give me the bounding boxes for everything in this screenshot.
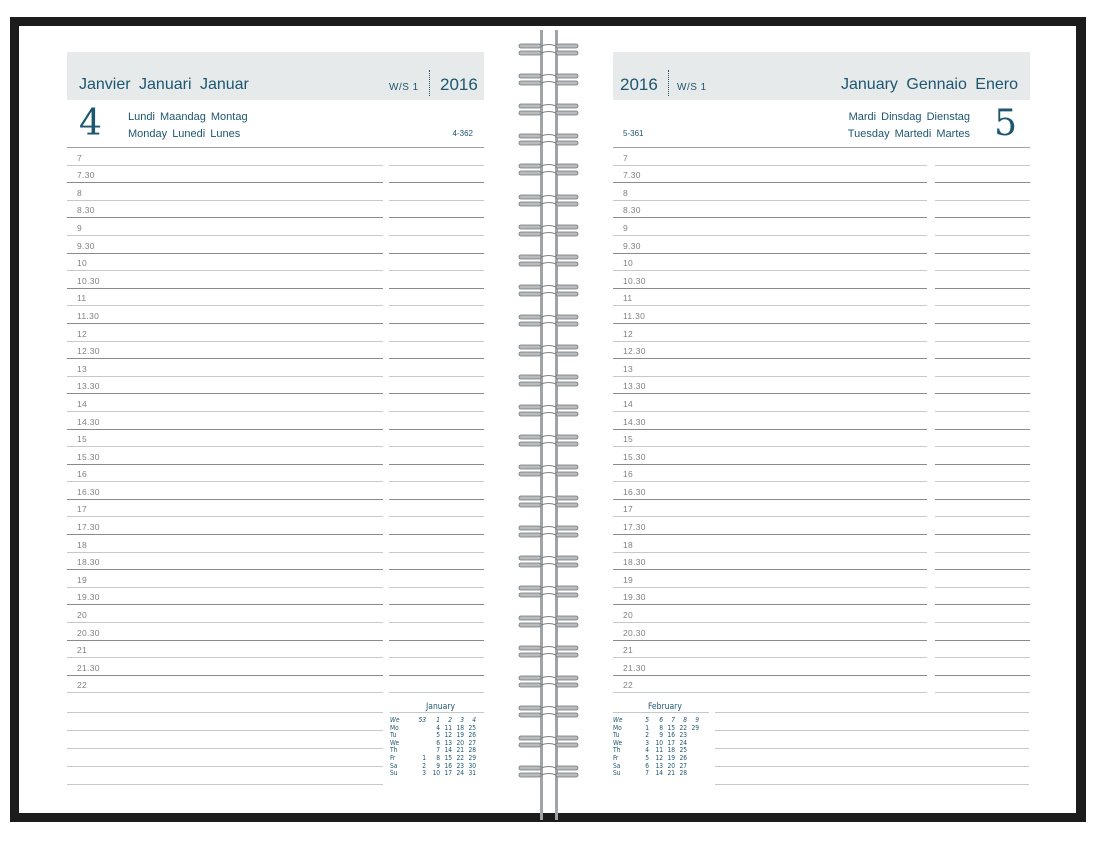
- left-month-names: Janvier Januari Januar: [79, 76, 249, 93]
- right-notes-line: [715, 748, 1029, 749]
- mini-calendar-weekday: Sa: [390, 761, 398, 770]
- right-mini-calendar: [613, 702, 713, 788]
- mini-calendar-weekday: Mo: [390, 723, 399, 732]
- left-notes-line: [67, 748, 383, 749]
- time-label: 8.30: [623, 205, 641, 216]
- time-slot: [613, 271, 1030, 289]
- time-slot: [67, 236, 484, 254]
- binding-ring: [518, 192, 580, 210]
- time-slot: [613, 218, 1030, 236]
- time-label: 13: [623, 363, 634, 374]
- binding-ring: [518, 342, 580, 360]
- mini-calendar-date: 9: [659, 731, 663, 740]
- time-slot: [67, 324, 484, 342]
- mini-calendar-date: 21: [456, 746, 464, 755]
- spiral-binding: [518, 30, 580, 820]
- time-label: 19.30: [623, 592, 646, 603]
- time-label: 18.30: [77, 557, 100, 568]
- time-label: 7.30: [77, 170, 95, 181]
- mini-calendar-weekday: We: [613, 716, 623, 724]
- time-label: 7.30: [623, 170, 641, 181]
- time-slot: [613, 605, 1030, 623]
- right-notes-line: [715, 766, 1029, 767]
- mini-calendar-weekday: Th: [390, 746, 398, 755]
- time-slot: [613, 342, 1030, 360]
- mini-calendar-date: 29: [468, 754, 476, 762]
- time-label: 12.30: [77, 346, 100, 357]
- mini-calendar-date: 6: [436, 738, 440, 747]
- slot-rule: [613, 692, 927, 693]
- time-slot: [67, 482, 484, 500]
- mini-calendar-date: 23: [679, 731, 687, 740]
- right-day-names-line1: Mardi Dinsdag Dienstag: [848, 111, 970, 123]
- time-label: 13: [77, 363, 88, 374]
- mini-calendar-weekday: We: [390, 716, 400, 724]
- mini-calendar-date: 17: [444, 769, 452, 778]
- time-slot: [613, 236, 1030, 254]
- mini-calendar-weekday: Su: [390, 769, 398, 778]
- time-label: 16: [77, 469, 88, 480]
- time-label: 21: [623, 645, 634, 656]
- mini-calendar-date: 28: [679, 769, 687, 778]
- mini-calendar-date: 31: [468, 769, 476, 778]
- mini-calendar-date: 4: [436, 723, 440, 732]
- slot-rule: [67, 692, 383, 693]
- mini-calendar-date: 24: [679, 738, 687, 747]
- mini-calendar-date: 13: [444, 738, 452, 747]
- time-label: 22: [77, 680, 88, 691]
- mini-calendar-week-number: 8: [683, 716, 687, 724]
- right-header-separator: [668, 70, 669, 96]
- time-slot: [613, 535, 1030, 553]
- mini-calendar-date: 19: [456, 731, 464, 740]
- time-label: 22: [623, 680, 634, 691]
- left-notes-line: [67, 766, 383, 767]
- time-slot: [67, 570, 484, 588]
- time-label: 11: [623, 293, 633, 304]
- right-day-names: [848, 109, 970, 143]
- slot-side-rule: [935, 692, 1030, 693]
- time-label: 14.30: [623, 416, 646, 427]
- time-label: 7: [77, 152, 83, 163]
- time-label: 21.30: [77, 662, 100, 673]
- mini-calendar-week-number: 3: [460, 716, 464, 724]
- mini-calendar-date: 30: [468, 761, 476, 770]
- time-label: 7: [623, 152, 629, 163]
- time-label: 11.30: [77, 310, 100, 321]
- time-label: 19: [77, 574, 88, 585]
- binding-ring: [518, 673, 580, 691]
- mini-calendar-date: 28: [468, 746, 476, 755]
- time-label: 14.30: [77, 416, 100, 427]
- mini-calendar-title: February: [648, 702, 682, 712]
- time-slot: [67, 623, 484, 641]
- time-label: 10.30: [623, 275, 646, 286]
- time-slot: [613, 183, 1030, 201]
- time-label: 18.30: [623, 557, 646, 568]
- time-label: 17: [77, 504, 88, 515]
- time-slot: [67, 359, 484, 377]
- time-label: 9: [623, 222, 629, 233]
- time-label: 15.30: [77, 451, 100, 462]
- time-slot: [67, 342, 484, 360]
- binding-ring: [518, 613, 580, 631]
- time-slot: [67, 535, 484, 553]
- time-label: 16.30: [77, 486, 100, 497]
- mini-calendar-date: 2: [645, 731, 649, 740]
- time-label: 12: [77, 328, 88, 339]
- time-label: 9.30: [77, 240, 95, 251]
- time-slot: [67, 553, 484, 571]
- time-slot: [67, 148, 484, 166]
- left-week-number: W/S 1: [389, 82, 419, 93]
- time-slot: [613, 289, 1030, 307]
- mini-calendar-date: 6: [645, 761, 649, 770]
- time-label: 20.30: [623, 627, 646, 638]
- time-slot: [613, 412, 1030, 430]
- right-notes-line: [715, 712, 1029, 713]
- time-slot: [67, 588, 484, 606]
- mini-calendar-date: 15: [444, 754, 452, 762]
- time-label: 20.30: [77, 627, 100, 638]
- binding-ring: [518, 312, 580, 330]
- time-slot: [67, 394, 484, 412]
- mini-calendar-title: January: [426, 702, 455, 712]
- mini-calendar-weekday: Mo: [613, 723, 622, 732]
- left-day-of-year: 4-362: [452, 129, 473, 138]
- mini-calendar-date: 14: [655, 769, 663, 778]
- mini-calendar-date: 27: [679, 761, 687, 770]
- mini-calendar-date: 10: [432, 769, 440, 778]
- mini-calendar-date: 14: [444, 746, 452, 755]
- mini-calendar-date: 29: [691, 723, 699, 732]
- time-slot: [67, 500, 484, 518]
- time-slot: [67, 183, 484, 201]
- mini-calendar-date: 19: [667, 754, 675, 762]
- right-day-of-year: 5-361: [623, 129, 644, 138]
- time-label: 16.30: [623, 486, 646, 497]
- mini-calendar-week-number: 9: [695, 716, 699, 724]
- time-slot: [67, 676, 484, 694]
- mini-calendar-weekday: Fr: [613, 754, 619, 762]
- time-label: 8: [623, 187, 629, 198]
- mini-calendar-date: 18: [667, 746, 675, 755]
- time-label: 8: [77, 187, 83, 198]
- time-slot: [613, 201, 1030, 219]
- mini-calendar-date: 4: [645, 746, 649, 755]
- time-label: 15.30: [623, 451, 646, 462]
- time-slot: [613, 447, 1030, 465]
- mini-calendar-date: 23: [456, 761, 464, 770]
- mini-calendar-date: 10: [655, 738, 663, 747]
- time-slot: [67, 306, 484, 324]
- time-slot: [67, 254, 484, 272]
- time-slot: [67, 605, 484, 623]
- time-label: 15: [623, 434, 634, 445]
- binding-ring: [518, 583, 580, 601]
- time-label: 17.30: [77, 522, 100, 533]
- right-page-header: [613, 52, 1030, 100]
- time-label: 10: [77, 258, 88, 269]
- left-page-header: [67, 52, 484, 100]
- time-label: 8.30: [77, 205, 95, 216]
- time-slot: [67, 447, 484, 465]
- mini-calendar-date: 20: [456, 738, 464, 747]
- mini-calendar-week-number: 4: [472, 716, 476, 724]
- time-label: 12.30: [623, 346, 646, 357]
- time-label: 19.30: [77, 592, 100, 603]
- mini-calendar-date: 13: [655, 761, 663, 770]
- time-label: 14: [623, 398, 634, 409]
- right-year: 2016: [620, 75, 658, 94]
- time-slot: [67, 201, 484, 219]
- time-slot: [613, 482, 1030, 500]
- mini-calendar-weekday: Su: [613, 769, 621, 778]
- mini-calendar-date: 11: [655, 746, 663, 755]
- time-label: 10.30: [77, 275, 100, 286]
- time-label: 11.30: [623, 310, 646, 321]
- left-header-separator: [429, 70, 430, 96]
- time-slot: [613, 377, 1030, 395]
- mini-calendar-date: 9: [436, 761, 440, 770]
- mini-calendar-week-number: 1: [436, 716, 440, 724]
- binding-ring: [518, 252, 580, 270]
- mini-calendar-date: 22: [456, 754, 464, 762]
- right-page: [613, 52, 1030, 693]
- mini-calendar-date: 11: [444, 723, 452, 732]
- time-slot: [613, 588, 1030, 606]
- mini-calendar-date: 24: [456, 769, 464, 778]
- mini-calendar-date: 8: [659, 723, 663, 732]
- time-slot: [613, 254, 1030, 272]
- binding-ring: [518, 763, 580, 781]
- left-day-names-line2: Monday Lunedi Lunes: [128, 128, 241, 140]
- slot-side-rule: [389, 692, 484, 693]
- mini-calendar-date: 22: [679, 723, 687, 732]
- time-slot: [613, 359, 1030, 377]
- mini-calendar-weekday: We: [613, 738, 623, 747]
- time-slot: [613, 658, 1030, 676]
- binding-ring: [518, 402, 580, 420]
- left-time-slots: [67, 147, 484, 693]
- mini-calendar-date: 26: [468, 731, 476, 740]
- time-label: 21: [77, 645, 88, 656]
- time-label: 12: [623, 328, 634, 339]
- time-slot: [67, 289, 484, 307]
- binding-ring: [518, 282, 580, 300]
- time-slot: [67, 465, 484, 483]
- time-slot: [67, 166, 484, 184]
- time-label: 18: [77, 539, 88, 550]
- left-page: [67, 52, 484, 693]
- mini-calendar-date: 25: [679, 746, 687, 755]
- mini-calendar-weekday: Tu: [613, 731, 620, 740]
- mini-calendar-date: 26: [679, 754, 687, 762]
- left-day-heading: [67, 100, 484, 147]
- mini-calendar-week-number: 2: [448, 716, 452, 724]
- binding-ring: [518, 41, 580, 59]
- mini-calendar-date: 3: [645, 738, 649, 747]
- binding-ring: [518, 462, 580, 480]
- time-slot: [613, 623, 1030, 641]
- mini-calendar-date: 16: [444, 761, 452, 770]
- mini-calendar-date: 12: [444, 731, 452, 740]
- mini-calendar-date: 12: [655, 754, 663, 762]
- time-label: 20: [77, 610, 88, 621]
- binding-ring: [518, 733, 580, 751]
- right-notes-line: [715, 784, 1029, 785]
- time-slot: [67, 218, 484, 236]
- mini-calendar-date: 20: [667, 761, 675, 770]
- time-label: 16: [623, 469, 634, 480]
- mini-calendar-date: 3: [422, 769, 426, 778]
- mini-calendar-date: 5: [436, 731, 440, 740]
- mini-calendar-date: 7: [436, 746, 440, 755]
- time-label: 13.30: [77, 381, 100, 392]
- time-label: 9.30: [623, 240, 641, 251]
- mini-calendar-date: 2: [422, 761, 426, 770]
- time-slot: [67, 658, 484, 676]
- binding-ring: [518, 222, 580, 240]
- binding-ring: [518, 703, 580, 721]
- time-label: 13.30: [623, 381, 646, 392]
- binding-ring: [518, 523, 580, 541]
- left-notes-line: [67, 712, 383, 713]
- time-label: 15: [77, 434, 88, 445]
- mini-calendar-date: 18: [456, 723, 464, 732]
- mini-calendar-date: 1: [645, 723, 649, 732]
- time-slot: [613, 570, 1030, 588]
- binding-ring: [518, 161, 580, 179]
- right-notes-line: [715, 730, 1029, 731]
- mini-calendar-week-number: 53: [418, 716, 426, 724]
- time-slot: [613, 500, 1030, 518]
- mini-calendar-date: 5: [645, 754, 649, 762]
- right-day-heading: [613, 100, 1030, 147]
- binding-ring: [518, 71, 580, 89]
- mini-calendar-date: 27: [468, 738, 476, 747]
- binding-ring: [518, 131, 580, 149]
- mini-calendar-date: 1: [422, 754, 426, 762]
- time-slot: [67, 412, 484, 430]
- right-time-slots: [613, 147, 1030, 693]
- time-label: 17: [623, 504, 634, 515]
- time-slot: [613, 517, 1030, 535]
- time-slot: [67, 641, 484, 659]
- mini-calendar-weekday: Sa: [613, 761, 621, 770]
- time-slot: [613, 166, 1030, 184]
- binding-ring: [518, 493, 580, 511]
- mini-calendar-week-number: 5: [645, 716, 649, 724]
- time-slot: [613, 641, 1030, 659]
- mini-calendar-date: 15: [667, 723, 675, 732]
- time-label: 11: [77, 293, 87, 304]
- time-slot: [613, 306, 1030, 324]
- time-slot: [613, 148, 1030, 166]
- mini-calendar-date: 25: [468, 723, 476, 732]
- time-label: 21.30: [623, 662, 646, 673]
- binding-ring: [518, 101, 580, 119]
- mini-calendar-date: 8: [436, 754, 440, 762]
- right-day-names-line2: Tuesday Martedi Martes: [847, 128, 970, 140]
- time-slot: [67, 517, 484, 535]
- time-slot: [67, 377, 484, 395]
- right-day-number: 5: [994, 103, 1017, 144]
- mini-calendar-date: 21: [667, 769, 675, 778]
- binding-ring: [518, 643, 580, 661]
- right-week-number: W/S 1: [677, 82, 707, 93]
- left-day-number: 4: [79, 103, 102, 144]
- time-slot: [67, 430, 484, 448]
- time-slot: [67, 271, 484, 289]
- time-label: 14: [77, 398, 88, 409]
- left-notes-line: [67, 730, 383, 731]
- left-notes-line: [67, 784, 383, 785]
- mini-calendar-week-number: 6: [659, 716, 663, 724]
- right-month-names: January Gennaio Enero: [841, 76, 1018, 93]
- time-label: 10: [623, 258, 634, 269]
- mini-calendar-date: 7: [645, 769, 649, 778]
- binding-ring: [518, 372, 580, 390]
- time-label: 18: [623, 539, 634, 550]
- time-label: 19: [623, 574, 634, 585]
- left-day-names-line1: Lundi Maandag Montag: [128, 111, 248, 123]
- left-day-names: [128, 109, 248, 143]
- mini-calendar-date: 16: [667, 731, 675, 740]
- mini-calendar-week-number: 7: [671, 716, 675, 724]
- time-slot: [613, 324, 1030, 342]
- mini-calendar-weekday: We: [390, 738, 400, 747]
- time-label: 9: [77, 222, 83, 233]
- time-slot: [613, 465, 1030, 483]
- left-mini-calendar: [390, 702, 486, 788]
- mini-calendar-weekday: Th: [613, 746, 621, 755]
- time-label: 17.30: [623, 522, 646, 533]
- time-slot: [613, 394, 1030, 412]
- mini-calendar-weekday: Fr: [390, 754, 396, 762]
- time-slot: [613, 430, 1030, 448]
- binding-ring: [518, 553, 580, 571]
- mini-calendar-date: 17: [667, 738, 675, 747]
- mini-calendar-weekday: Tu: [390, 731, 397, 740]
- time-slot: [613, 553, 1030, 571]
- binding-ring: [518, 432, 580, 450]
- left-year: 2016: [440, 75, 478, 94]
- time-label: 20: [623, 610, 634, 621]
- time-slot: [613, 676, 1030, 694]
